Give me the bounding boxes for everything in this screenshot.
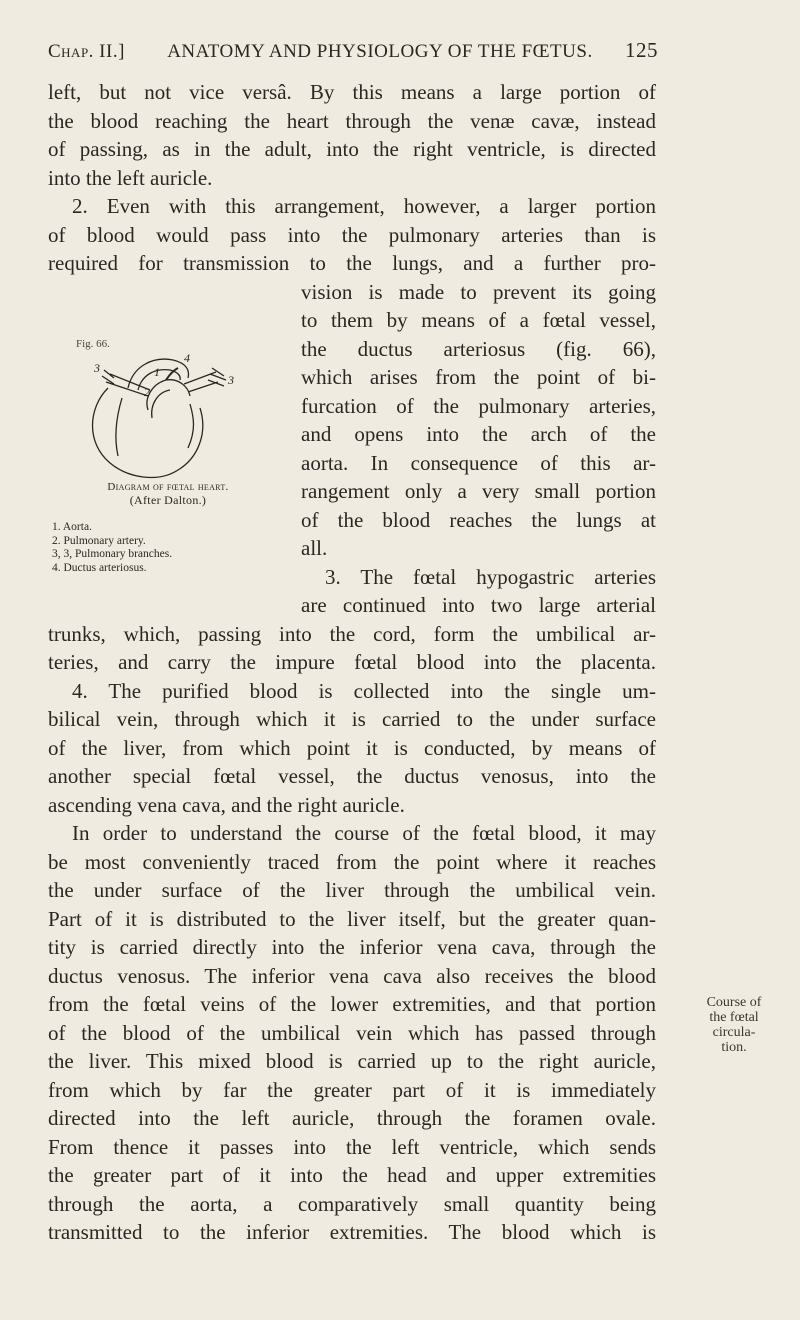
text-line: be most conveniently traced from the point where it reaches [48, 849, 656, 874]
text-line: ductus venosus. The inferior vena cava also receives the blood [48, 963, 656, 988]
fig-number-4: 4 [184, 351, 190, 365]
text-line: In order to understand the course of the fœtal blood, it may [72, 821, 656, 845]
text-line: Part of it is distributed to the liver itself, but the greater quan- [48, 906, 656, 931]
text-line: transmitted to the inferior extremities. The blood which is [48, 1220, 656, 1244]
legend-item: 1. Aorta. [52, 521, 92, 533]
text-line: into the left auricle. [48, 165, 213, 190]
text-line: furcation of the pulmonary arteries, [301, 393, 656, 418]
text-line: to them by means of a fœtal vessel, [301, 308, 656, 332]
figure-label: Fig. 66. [76, 338, 110, 350]
running-header [48, 38, 658, 63]
legend-item: 3, 3, Pulmonary branches. [52, 548, 173, 560]
vena-cava [116, 398, 122, 456]
figure-caption [48, 481, 288, 507]
caption-title: Diagram of fœtal heart. [107, 481, 229, 493]
text-line: the ductus arteriosus (fig. 66), [301, 336, 656, 361]
text-line: are continued into two large arterial [301, 593, 656, 617]
text-line: all. [301, 536, 328, 560]
text-line: the greater part of it into the head and upper extremities [48, 1163, 656, 1187]
text-line: of the liver, from which point it is conducted, by means of [48, 735, 656, 760]
text-line: vision is made to prevent its going [301, 279, 656, 304]
text-line: and opens into the arch of the [301, 422, 656, 446]
text-line: of the blood of the umbilical vein which has passed through [48, 1020, 656, 1045]
text-line: from which by far the greater part of it is immediately [48, 1077, 656, 1102]
text-line: rangement only a very small portion [301, 479, 656, 503]
fig-number-2: 2 [144, 385, 150, 399]
text-line: 2. Even with this arrangement, however, a larger portion [72, 194, 656, 218]
fig-number-1: 1 [154, 365, 160, 379]
fetal-heart-diagram [48, 348, 288, 483]
text-line: left, but not vice versâ. By this means a large portion of [48, 80, 656, 104]
text-line: of blood would pass into the pulmonary arteries than is [48, 222, 656, 247]
page-number: 125 [625, 38, 658, 62]
running-title: ANATOMY AND PHYSIOLOGY OF THE FŒTUS. [167, 41, 593, 62]
text-line: directed into the left auricle, through the foramen ovale. [48, 1106, 656, 1130]
figure-legend [52, 521, 292, 575]
text-line: ascending vena cava, and the right auricle. [48, 792, 405, 817]
text-line: which arises from the point of bi- [301, 365, 656, 389]
legend-item: 2. Pulmonary artery. [52, 534, 146, 547]
legend-item: 4. Ductus arteriosus. [52, 561, 147, 574]
text-line: another special fœtal vessel, the ductus venosus, into the [48, 764, 656, 788]
margin-note: Course of the fœtal circula-tion. [706, 995, 762, 1055]
text-line: required for transmission to the lungs, and a further pro- [48, 251, 656, 275]
text-line: From thence it passes into the left ventricle, which sends [48, 1134, 656, 1159]
text-line: of the blood reaches the lungs at [301, 507, 656, 532]
caption-source: (After Dalton.) [129, 493, 207, 507]
fig-number-3: 3 [228, 373, 234, 387]
text-line: the under surface of the liver through the umbilical vein. [48, 878, 656, 902]
text-line: the liver. This mixed blood is carried up to the right auricle, [48, 1049, 656, 1073]
text-line: from the fœtal veins of the lower extremities, and that portion [48, 992, 656, 1016]
text-line: trunks, which, passing into the cord, form the umbilical ar- [48, 621, 656, 646]
text-line: of passing, as in the adult, into the right ventricle, is directed [48, 137, 656, 161]
text-line: tity is carried directly into the inferior vena cava, through the [48, 935, 656, 959]
text-line: through the aorta, a comparatively small quantity being [48, 1191, 656, 1216]
body-text [48, 78, 656, 1247]
text-line: bilical vein, through which it is carried to the under surface [48, 707, 656, 731]
text-line: the blood reaching the heart through the venæ cavæ, instead [48, 108, 656, 133]
chapter-label: Chap. II.] [48, 41, 125, 62]
fig-number-3: 3 [94, 361, 100, 375]
text-line: aorta. In consequence of this ar- [301, 450, 656, 475]
text-line: teries, and carry the impure fœtal blood into the placenta. [48, 650, 656, 674]
text-line: 4. The purified blood is collected into the single um- [72, 678, 656, 703]
text-line: 3. The fœtal hypogastric arteries [325, 564, 656, 589]
